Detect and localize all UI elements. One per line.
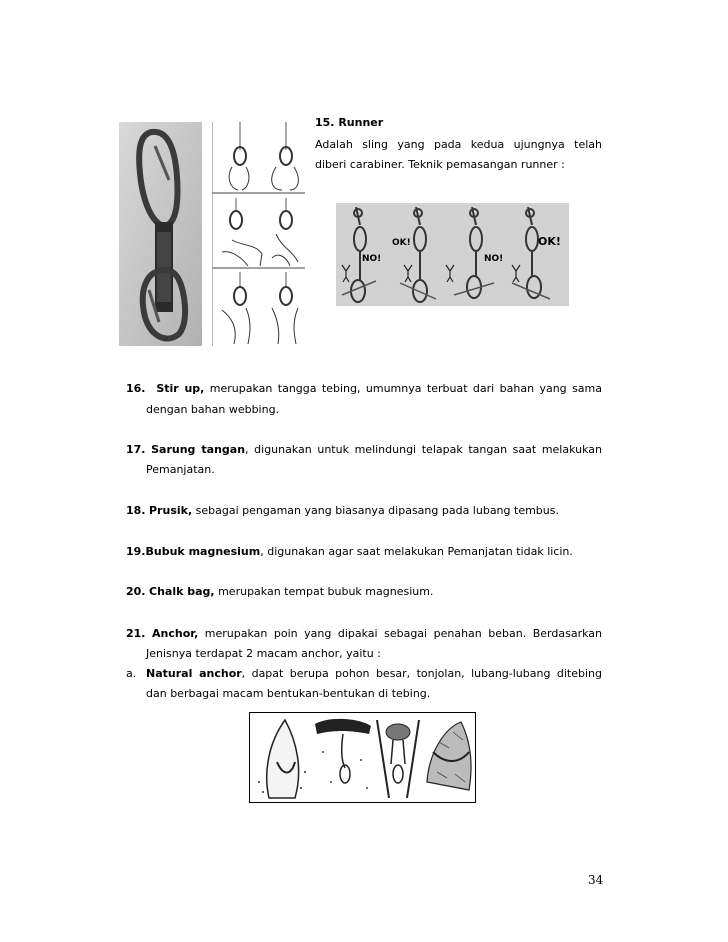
clipping-sequence-drawings bbox=[212, 122, 305, 346]
item-17-line-2: Pemanjatan. bbox=[146, 463, 215, 476]
item-18-number: 18. bbox=[126, 504, 146, 517]
subitem-a-line-1 bbox=[146, 667, 602, 681]
label-ok-1: OK! bbox=[392, 238, 411, 248]
label-no-1: NO! bbox=[362, 254, 382, 264]
item-19-line-1 bbox=[126, 545, 573, 559]
item-17-text: , digunakan untuk melindungi telapak tangan saat melakukan bbox=[245, 443, 602, 456]
section-15-heading bbox=[315, 116, 383, 130]
item-19-term: Bubuk magnesium bbox=[145, 545, 261, 558]
item-16-line-2: dengan bahan webbing. bbox=[146, 403, 280, 416]
item-18-term: Prusik, bbox=[149, 504, 193, 517]
item-20-line-1 bbox=[126, 585, 433, 599]
subitem-a-term: Natural anchor bbox=[146, 667, 242, 680]
item-16-number: 16. bbox=[126, 382, 146, 395]
quickdraw-photo bbox=[119, 122, 202, 346]
item-18-line-1 bbox=[126, 504, 559, 518]
item-16-line-1 bbox=[126, 382, 602, 396]
subitem-a-letter: a. bbox=[126, 667, 137, 680]
item-16-term: Stir up, bbox=[156, 382, 205, 395]
item-17-number: 17. bbox=[126, 443, 146, 456]
item-17-term: Sarung tangan bbox=[151, 443, 246, 456]
item-21-text: merupakan poin yang dipakai sebagai penahan beban. Berdasarkan bbox=[204, 627, 602, 640]
item-19-text: , digunakan agar saat melakukan Pemanjatan tidak licin. bbox=[260, 545, 573, 558]
item-21-line-1 bbox=[126, 627, 602, 641]
item-21-line-2: Jenisnya terdapat 2 macam anchor, yaitu : bbox=[146, 647, 381, 660]
runner-ok-no-figure bbox=[336, 203, 569, 306]
item-19-number: 19. bbox=[126, 545, 146, 558]
label-no-2: NO! bbox=[484, 254, 504, 264]
page-number: 34 bbox=[588, 873, 604, 887]
item-20-text: merupakan tempat bubuk magnesium. bbox=[218, 585, 434, 598]
subitem-a-text: , dapat berupa pohon besar, tonjolan, lubang-lubang ditebing bbox=[241, 667, 602, 680]
item-21-number: 21. bbox=[126, 627, 146, 640]
item-20-number: 20. bbox=[126, 585, 146, 598]
section-15-line-1: Adalah sling yang pada kedua ujungnya telah bbox=[315, 138, 602, 151]
item-17-line-1 bbox=[126, 443, 602, 457]
label-ok-2: OK! bbox=[538, 235, 561, 248]
section-15-line-2: diberi carabiner. Teknik pemasangan runner : bbox=[315, 158, 565, 171]
item-16-text: merupakan tangga tebing, umumnya terbuat dari bahan yang sama bbox=[209, 382, 602, 395]
item-18-text: sebagai pengaman yang biasanya dipasang pada lubang tembus. bbox=[195, 504, 559, 517]
natural-anchor-figure bbox=[249, 712, 476, 803]
item-21-term: Anchor, bbox=[152, 627, 199, 640]
item-20-term: Chalk bag, bbox=[149, 585, 215, 598]
section-15-title: 15. Runner bbox=[315, 116, 384, 129]
subitem-a-line-2: dan berbagai macam bentukan-bentukan di tebing. bbox=[146, 687, 431, 700]
